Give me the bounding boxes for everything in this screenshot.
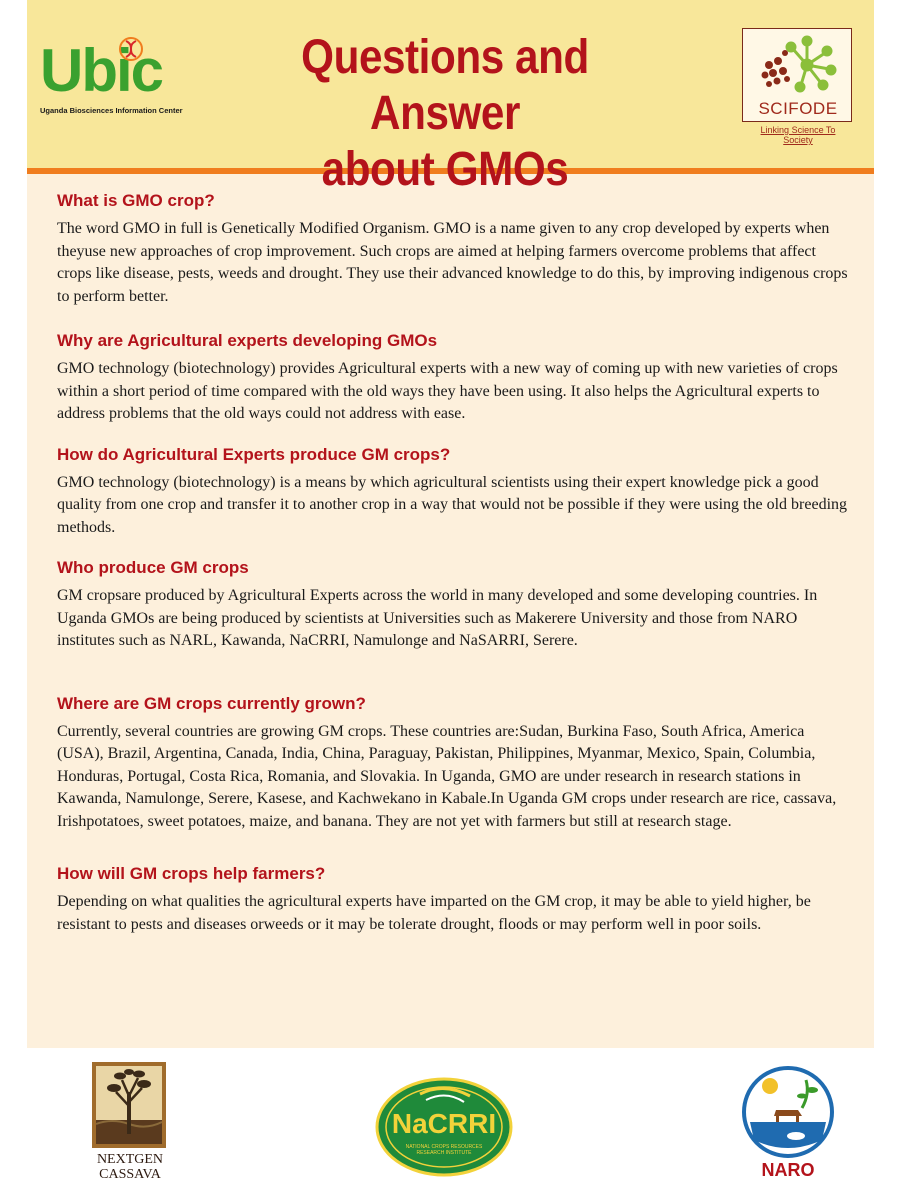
qa-section xyxy=(57,557,850,653)
qa-section xyxy=(57,863,850,936)
scifode-emblem-icon xyxy=(743,29,851,99)
qa-section xyxy=(57,444,850,540)
section-question: Who produce GM crops xyxy=(57,558,249,577)
section-question: Where are GM crops currently grown? xyxy=(57,693,366,713)
nacrri-logo xyxy=(374,1076,514,1178)
nacrri-logo-subtitle: NATIONAL CROPS RESOURCES RESEARCH INSTITUTE xyxy=(405,1144,483,1156)
naro-emblem-icon xyxy=(740,1064,836,1160)
section-answer: The word GMO in full is Genetically Modified Organism. GMO is a name given to any crop developed by experts when theyuse new approaches of crop improvement. Such crops are aimed at helping farmers overcome problems that affect crops like disease, pests, weeds and drought. They use their advanced knowledge to do this, by improving indigenous crops to perform better. xyxy=(57,220,848,305)
section-answer: Currently, several countries are growing GM crops. These countries are:Sudan, Burkina Faso, South Africa, America (USA), Brazil, Argentina, Canada, India, China, Paraguay, Pakistan, Philippines, Myanmar, Mexico, Spain, Columbia, Honduras, Portugal, Costa Rica, Romania, and Slovakia. In Uganda, GMO are under research in research stations in Kawanda, Namulonge, Serere, Kasese, and Kachwekano in Kabale.In Uganda GM crops under research are rice, cassava, Irishpotatoes, sweet potatoes, maize, and banana. They are not yet with farmers but still at research stage. xyxy=(57,722,837,830)
page-title-line2: about GMOs xyxy=(321,143,569,196)
qa-section xyxy=(57,330,850,426)
naro-logo-text: NARO xyxy=(761,1160,815,1180)
section-question: How do Agricultural Experts produce GM crops? xyxy=(57,444,451,464)
nextgen-logo-line2: CASSAVA xyxy=(99,1167,161,1182)
qa-content xyxy=(57,190,850,936)
section-answer: GMO technology (biotechnology) provides Agricultural experts with a new way of coming up with new varieties of crops within a short period of time compared with the old ways they have been using. It also helps the Agricultural experts to address problems that the old ways could not address with ease. xyxy=(57,360,838,422)
nextgen-cassava-logo xyxy=(92,1062,166,1182)
naro-logo xyxy=(740,1064,836,1182)
section-question: How will GM crops help farmers? xyxy=(57,864,326,883)
page-title xyxy=(229,30,660,198)
section-answer: Depending on what qualities the agricultural experts have imparted on the GM crop, it may be able to yield higher, be resistant to pests and diseases orweeds or it may be tolerate drought, floods or may perform well in poor soils. xyxy=(57,893,811,933)
section-answer: GM cropsare produced by Agricultural Experts across the world in many developed and some developing countries. In Uganda GMOs are being produced by scientists at Universities such as Makerere University and those from NARO institutes such as NARL, Kawanda, NaCRRI, Namulonge and NaSARRI, Serere. xyxy=(57,587,818,649)
section-question: What is GMO crop? xyxy=(57,191,215,210)
scifode-logo-frame xyxy=(742,28,852,122)
ubic-logo xyxy=(40,36,183,118)
scifode-tagline: Linking Science To Society xyxy=(760,125,836,145)
nacrri-logo-text: NaCRRI xyxy=(391,1108,497,1139)
cassava-tree-icon xyxy=(92,1062,166,1148)
ubic-logo-text: Ubic xyxy=(40,37,163,104)
section-answer: GMO technology (biotechnology) is a means by which agricultural scientists using their expert knowledge pick a good quality from one crop and transfer it to another crop in a way that would not be possible if they were using the old breeding methods. xyxy=(57,473,848,536)
qa-section xyxy=(57,190,850,308)
nextgen-logo-line1: NEXTGEN xyxy=(96,1152,164,1167)
section-question: Why are Agricultural experts developing GMOs xyxy=(57,331,438,350)
qa-section xyxy=(57,693,850,834)
scifode-logo-text: SCIFODE xyxy=(758,99,838,118)
page-title-line1: Questions and Answer xyxy=(301,31,589,140)
ubic-logo-subtitle: Uganda Biosciences Information Center xyxy=(40,106,183,115)
dna-helix-icon xyxy=(118,36,144,62)
